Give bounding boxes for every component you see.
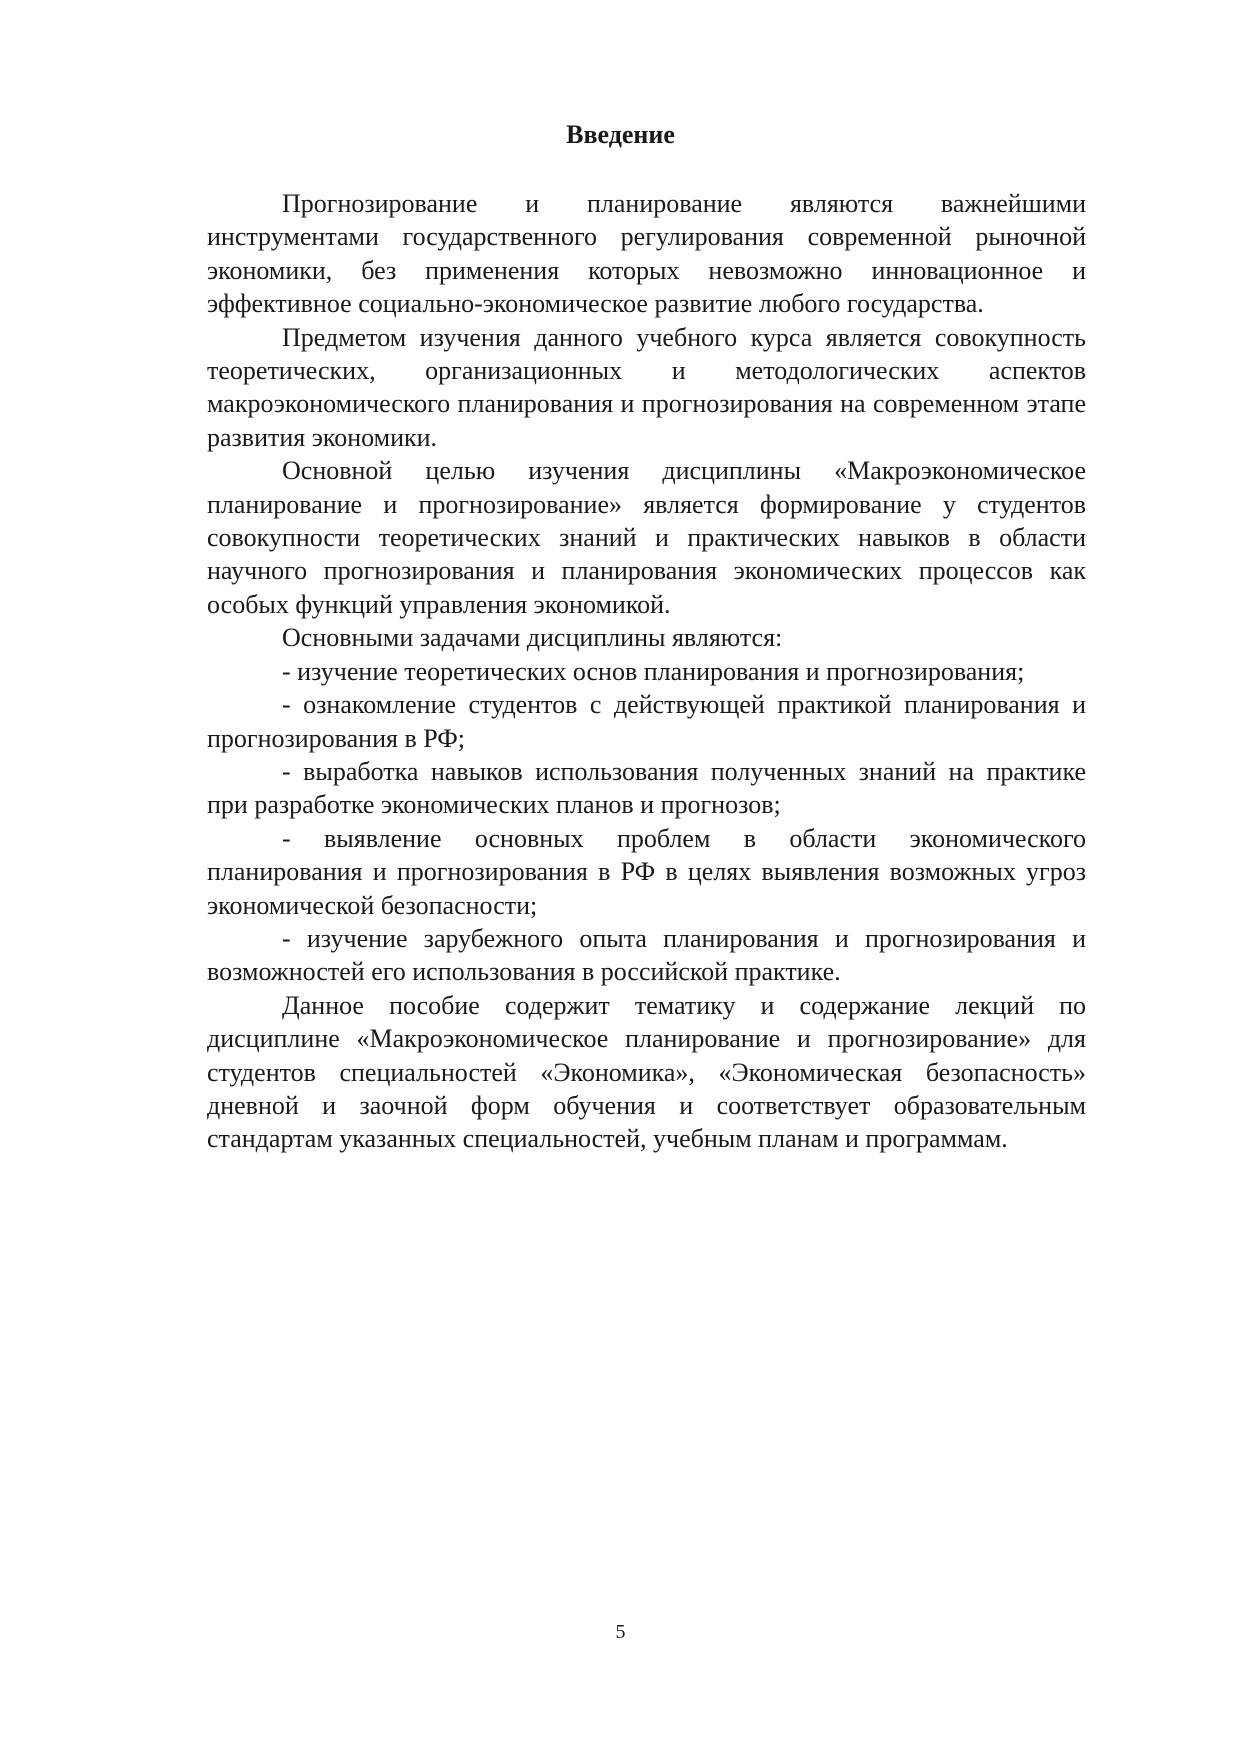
page-title: Введение: [566, 120, 675, 149]
paragraph-tasks-heading: Основными задачами дисциплины являются:: [282, 623, 783, 653]
page-number: 5: [615, 1621, 626, 1643]
body-text: [207, 187, 1086, 1156]
task-item-4: - выявление основных проблем в области экономического планирования и прогнозирования в РФ в целях выявления возможных угроз экономической безопасности;: [207, 823, 1086, 920]
task-item-2: - ознакомление студентов с действующей практикой планирования и прогнозирования в РФ;: [207, 690, 1086, 753]
paragraph-goal: Основной целью изучения дисциплины «Макроэкономическое планирование и прогнозирование» является формирование у студентов совокупности теоретических знаний и практических навыков в области научного прогнозирования и планирования экономических процессов как особых функций управления экономикой.: [207, 456, 1086, 619]
paragraph-manual-description: Данное пособие содержит тематику и содержание лекций по дисциплине «Макроэкономическое планирование и прогнозирование» для студентов специальностей «Экономика», «Экономическая безопасность» дневной и заочной форм обучения и соответствует образовательным стандартам указанных специальностей, учебным планам и программам.: [207, 990, 1086, 1154]
task-item-1: - изучение теоретических основ планирования и прогнозирования;: [282, 656, 1025, 686]
task-item-3: - выработка навыков использования полученных знаний на практике при разработке экономических планов и прогнозов;: [207, 756, 1086, 820]
paragraph-intro: Прогнозирование и планирование являются важнейшими инструментами государственного регулирования современной рыночной экономики, без применения которых невозможно инновационное и эффективное социально-экономическое развитие любого государства.: [207, 189, 1086, 319]
task-item-5: - изучение зарубежного опыта планирования и прогнозирования и возможностей его использования в российской практике.: [207, 923, 1086, 987]
paragraph-subject: Предметом изучения данного учебного курса является совокупность теоретических, организационных и методологических аспектов макроэкономического планирования и прогнозирования на современном этапе развития экономики.: [207, 322, 1086, 452]
